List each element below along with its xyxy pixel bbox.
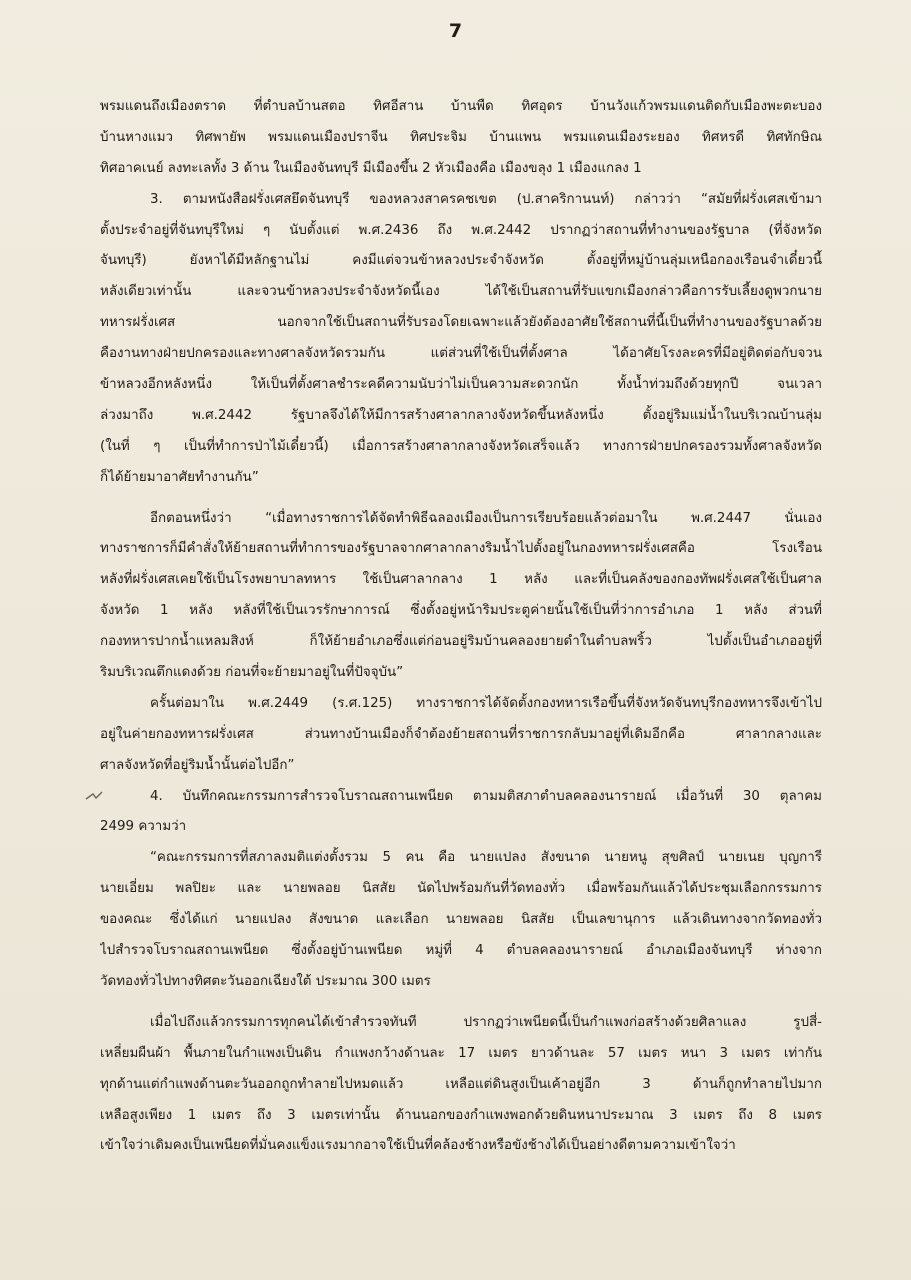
text-line: “คณะกรรมการที่สภาลงมติแต่งตั้งรวม 5 คน คือ นายแปลง สังขนาด นายหนู สุขศิลป์ นายเนย บุญการี xyxy=(150,850,822,866)
text-line: ตั้งประจำอยู่ที่จันทบุรีใหม่ ๆ นับตั้งแต่ พ.ศ.2436 ถึง พ.ศ.2442 ปรากฏว่าสถานที่ทำงานของรัฐบาล (ที่จังหวัด xyxy=(100,222,822,238)
text-line: (ในที่ ๆ เป็นที่ทำการป่าไม้เดี๋ยวนี้) เมื่อการสร้างศาลากลางจังหวัดเสร็จแล้ว ทางการฝ่ายปกครองรวมทั้งศาลจังหวัด xyxy=(100,438,822,454)
text-line: ริมบริเวณตึกแดงด้วย ก่อนที่จะย้ายมาอยู่ในที่ปัจจุบัน” xyxy=(100,665,404,681)
text-line: 2499 ความว่า xyxy=(100,819,187,835)
text-line: หลังที่ฝรั่งเศสเคยใช้เป็นโรงพยาบาลทหาร ใช้เป็นศาลากลาง 1 หลัง และที่เป็นคลังของกองทัพฝรั่งเศสใช้เป็นศาล xyxy=(100,572,822,588)
text-line: ล่วงมาถึง พ.ศ.2442 รัฐบาลจึงได้ให้มีการสร้างศาลากลางจังหวัดขึ้นหลังหนึ่ง ตั้งอยู่ริมแม่น้ำในบริเวณบ้านลุ่ม xyxy=(100,407,822,423)
document-body xyxy=(100,92,822,1162)
text-line: ก็ได้ย้ายมาอาศัยทำงานกัน” xyxy=(100,469,259,485)
item-4-first-line xyxy=(100,782,822,813)
pencil-check-mark-icon xyxy=(84,790,104,804)
text-line: ทุกด้านแต่กำแพงด้านตะวันออกถูกทำลายไปหมดแล้ว เหลือแต่ดินสูงเป็นเค้าอยู่อีก 3 ด้านก็ถูกทำลายไปมาก xyxy=(100,1076,822,1092)
text-line: เข้าใจว่าเดิมคงเป็นเพนียดที่มั่นคงแข็งแรงมากอาจใช้เป็นที่คล้องช้างหรือขังช้างได้เป็นอย่างดีตามความเข้าใจว่า xyxy=(100,1138,736,1154)
text-line: ของคณะ ซึ่งได้แก่ นายแปลง สังขนาด และเลือก นายพลอย นิสสัย เป็นเลขานุการ แล้วเดินทางจากวัดทองทั่ว xyxy=(100,912,822,928)
text-line: วัดทองทั่วไปทางทิศตะวันออกเฉียงใต้ ประมาณ 300 เมตร xyxy=(100,973,431,989)
text-line: ไปสำรวจโบราณสถานเพนียด ซึ่งตั้งอยู่บ้านเพนียด หมู่ที่ 4 ตำบลคลองนารายณ์ อำเภอเมืองจันทบุรี ห่างจาก xyxy=(100,943,822,959)
text-line: พรมแดนถึงเมืองตราด ที่ตำบลบ้านสตอ ทิศอีสาน บ้านพืด ทิศอุดร บ้านวังแก้วพรมแดนติดกับเมืองพะตะบอง xyxy=(100,99,822,114)
text-line: 4. บันทึกคณะกรรมการสำรวจโบราณสถานเพนียด ตามมติสภาตำบลคลองนารายณ์ เมื่อวันที่ 30 ตุลาคม xyxy=(150,788,822,804)
text-line: ครั้นต่อมาใน พ.ศ.2449 (ร.ศ.125) ทางราชการได้จัดตั้งกองทหารเรือขึ้นที่จังหวัดจันทบุรีกองทหารจึงเข้าไป xyxy=(150,695,822,711)
text-line: อีกตอนหนึ่งว่า “เมื่อทางราชการได้จัดทำพิธีฉลองเมืองเป็นการเรียบร้อยแล้วต่อมาใน พ.ศ.2447 นั่นเอง xyxy=(150,510,822,526)
text-line: เหลือสูงเพียง 1 เมตร ถึง 3 เมตรเท่านั้น ด้านนอกของกำแพงพอกด้วยดินหนาประมาณ 3 เมตร ถึง 8 เมตร xyxy=(100,1107,822,1123)
text-line: 3. ตามหนังสือฝรั่งเศสยึดจันทบุรี ของหลวงสาครคชเขต (ป.สาคริกานนท์) กล่าวว่า “สมัยที่ฝรั่งเศสเข้ามา xyxy=(150,191,822,207)
text-line: คืองานทางฝ่ายปกครองและทางศาลจังหวัดรวมกัน แต่ส่วนที่ใช้เป็นที่ตั้งศาล ได้อาศัยโรงละครที่มีอยู่ติดต่อกับจวน xyxy=(100,346,822,362)
text-line: ทิศอาคเนย์ ลงทะเลทั้ง 3 ด้าน ในเมืองจันทบุรี มีเมืองขึ้น 2 หัวเมืองคือ เมืองขลุง 1 เมืองแกลง 1 xyxy=(100,160,642,176)
text-line: นายเอี่ยม พลปิยะ และ นายพลอย นิสสัย นัดไปพร้อมกันที่วัดทองทั่ว เมื่อพร้อมกันแล้วได้ประชุมเลือกกรรมการ xyxy=(100,881,822,897)
text-line: ศาลจังหวัดที่อยู่ริมน้ำนั้นต่อไปอีก” xyxy=(100,757,295,773)
text-line: กองทหารปากน้ำแหลมสิงห์ ก็ให้ย้ายอำเภอซึ่งแต่ก่อนอยู่ริมบ้านคลองยายดำในตำบลพริ้ว ไปตั้งเป็นอำเภออยู่ที่ xyxy=(100,634,822,650)
text-line: อยู่ในค่ายกองทหารฝรั่งเศส ส่วนทางบ้านเมืองก็จำต้องย้ายสถานที่ราชการกลับมาอยู่ที่เดิมอีกคือ ศาลากลางและ xyxy=(100,726,822,742)
text-line: ทางราชการก็มีคำสั่งให้ย้ายสถานที่ทำการของรัฐบาลจากศาลากลางริมน้ำไปตั้งอยู่ในกองทหารฝรั่งเศสคือ โรงเรือน xyxy=(100,541,822,557)
text-line: บ้านหางแมว ทิศพายัพ พรมแดนเมืองปราจีน ทิศประจิม บ้านแพน พรมแดนเมืองระยอง ทิศหรดี ทิศทักษิณ xyxy=(100,129,822,145)
text-line: ทหารฝรั่งเศส นอกจากใช้เป็นสถานที่รับรองโดยเฉพาะแล้วยังต้องอาศัยใช้สถานที่นี้เป็นที่ทำงานของรัฐบาลด้วย xyxy=(100,315,822,331)
text-line: หลังเดียวเท่านั้น และจวนข้าหลวงประจำจังหวัดนี้เอง ได้ใช้เป็นสถานที่รับแขกเมืองกล่าวคือการรับเลี้ยงดูพวกนาย xyxy=(100,284,822,300)
text-line: จันทบุรี) ยังหาได้มีหลักฐานไม่ คงมีแต่จวนข้าหลวงประจำจังหวัด ตั้งอยู่ที่หมู่บ้านลุ่มเหนือกองเรือนจำเดี๋ยวนี้ xyxy=(100,253,822,269)
text-line: จังหวัด 1 หลัง หลังที่ใช้เป็นเวรรักษาการณ์ ซึ่งตั้งอยู่หน้าริมประตูค่ายนั้นใช้เป็นที่ว่าการอำเภอ 1 หลัง ส่วนที่ xyxy=(100,603,822,619)
page-number: 7 xyxy=(448,20,463,42)
text-line: เมื่อไปถึงแล้วกรรมการทุกคนได้เข้าสำรวจทันที ปรากฏว่าเพนียดนี้เป็นกำแพงก่อสร้างด้วยศิลาแลง รูปสี่- xyxy=(150,1014,822,1030)
text-line: ข้าหลวงอีกหลังหนึ่ง ให้เป็นที่ตั้งศาลชำระคดีความนับว่าไม่เป็นความสะดวกนัก ทั้งน้ำท่วมถึงด้วยทุกปี จนเวลา xyxy=(100,377,822,393)
text-line: เหลี่ยมผืนผ้า พื้นภายในกำแพงเป็นดิน กำแพงกว้างด้านละ 17 เมตร ยาวด้านละ 57 เมตร หนา 3 เมตร เท่ากัน xyxy=(100,1045,822,1061)
